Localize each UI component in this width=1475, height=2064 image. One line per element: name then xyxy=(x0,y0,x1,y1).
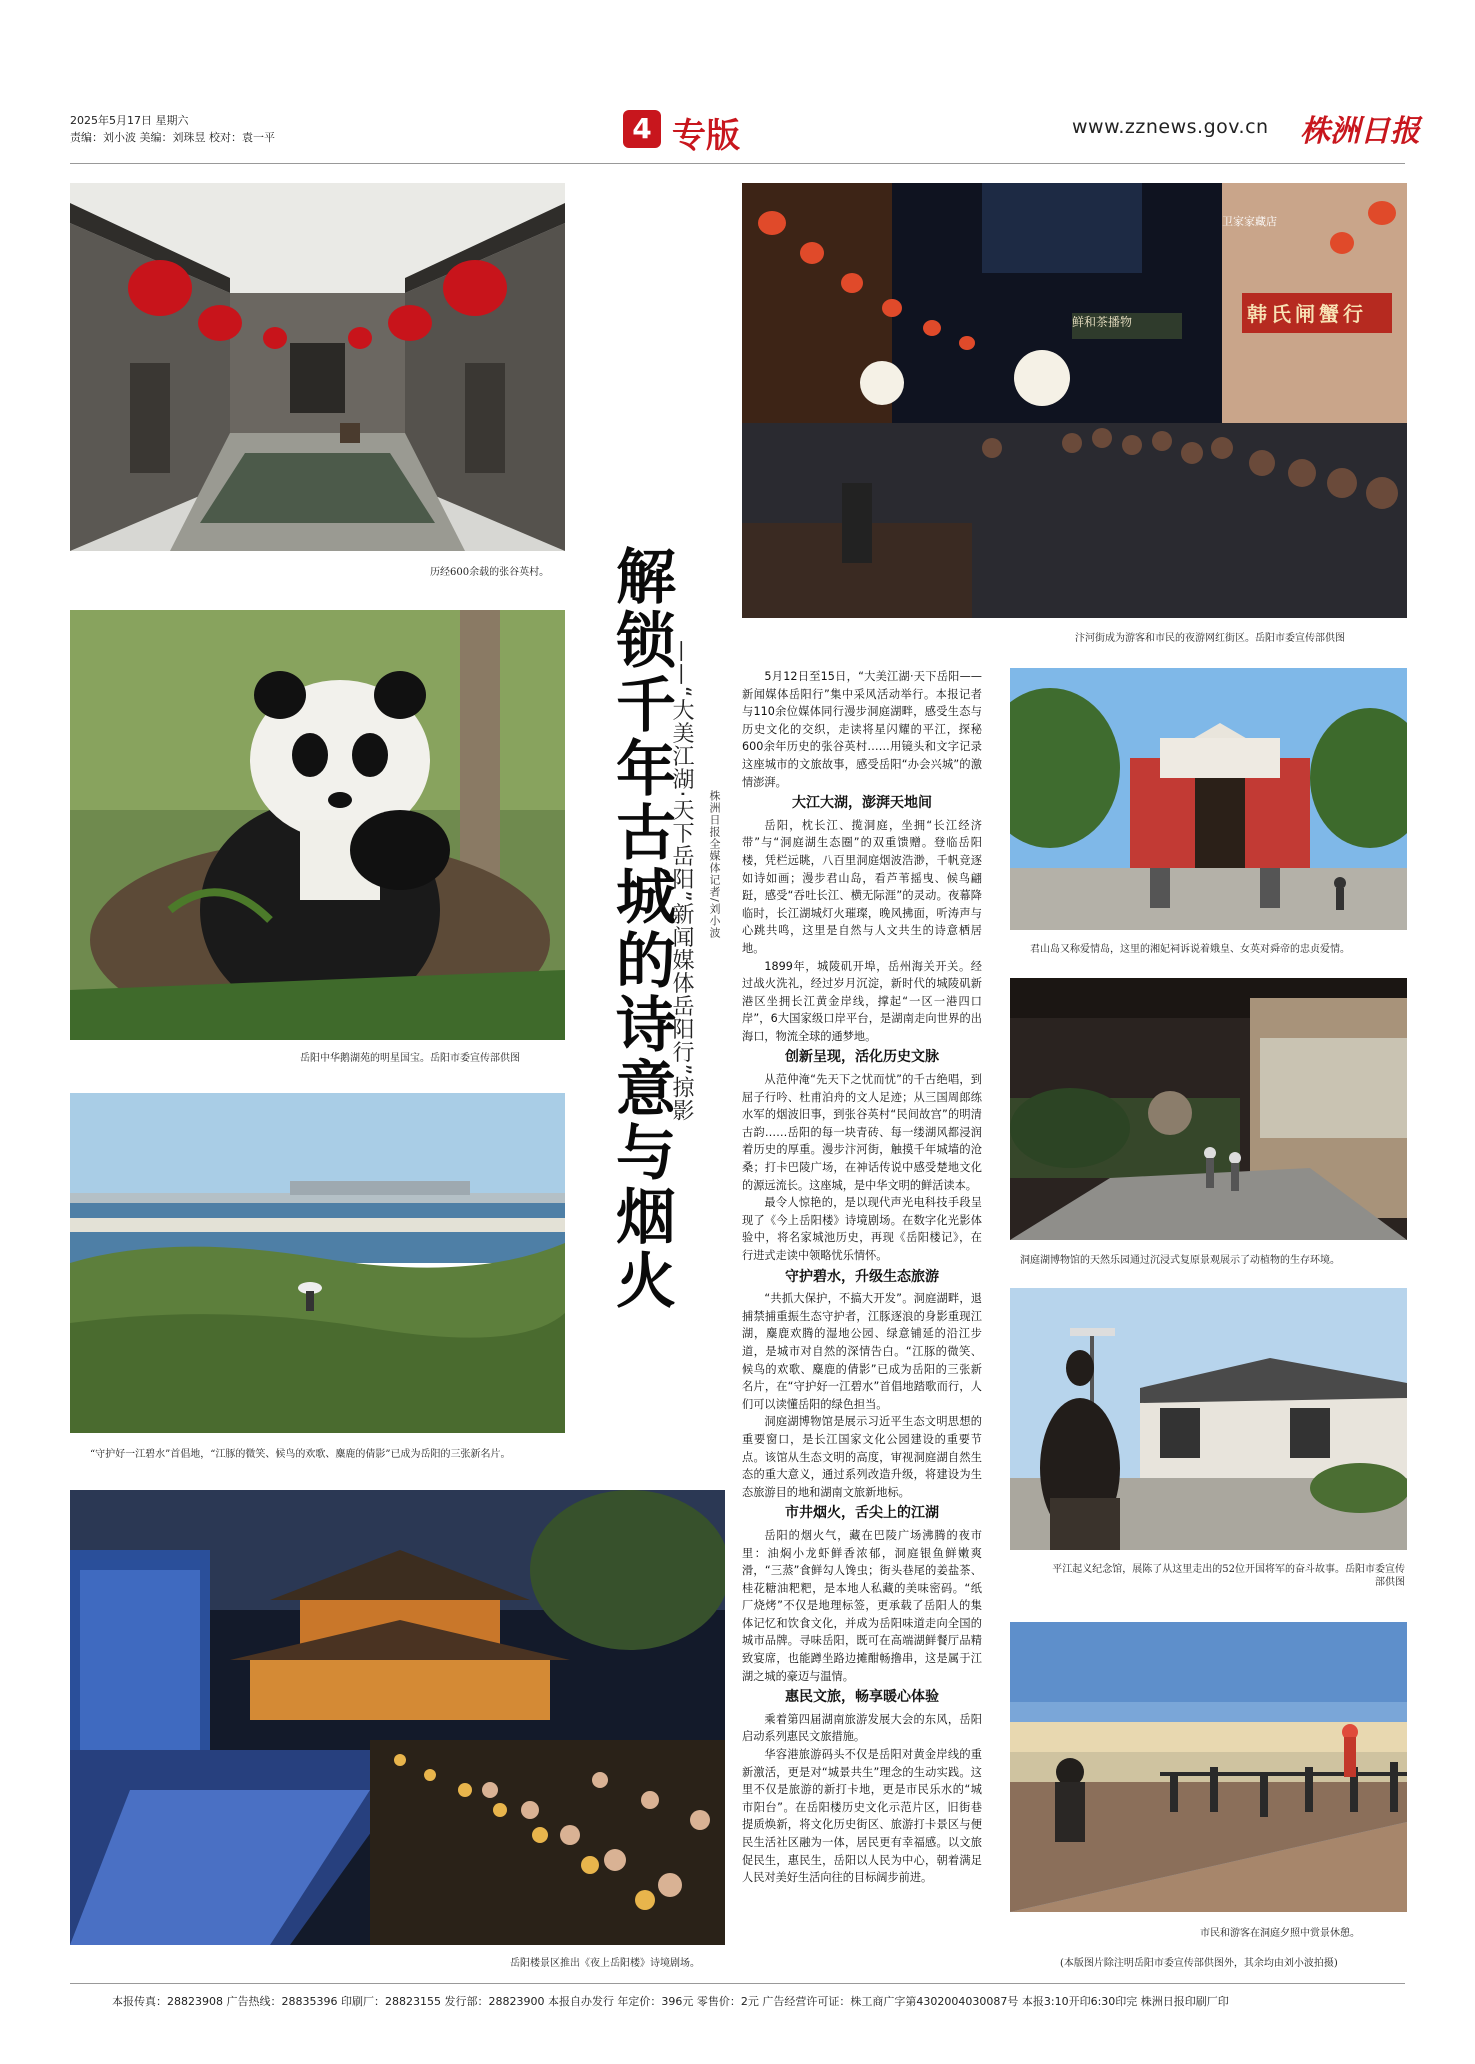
photo-giant-panda xyxy=(70,610,565,1040)
caption-museum: 洞庭湖博物馆的天然乐园通过沉浸式复原景观展示了动植物的生存环境。 xyxy=(1020,1255,1340,1266)
caption-temple: 君山岛又称爱情岛，这里的湘妃祠诉说着娥皇、女英对舜帝的忠贞爱情。 xyxy=(1030,944,1350,955)
shop-sign-crab: 韩氏闸蟹行 xyxy=(1247,302,1367,326)
photo-dongting-museum xyxy=(1010,978,1407,1240)
section-5-para-1: 乘着第四届湖南旅游发展大会的东风，岳阳启动系列惠民文旅措施。 xyxy=(742,1712,982,1744)
section-2-para-2: 最令人惊艳的，是以现代声光电科技手段呈现了《今上岳阳楼》诗境剧场。在数字化光影体验中，将名家城池历史，再现《岳阳楼记》，在行进式走读中领略忧乐情怀。 xyxy=(742,1196,982,1262)
section-title-4: 市井烟火，舌尖上的江湖 xyxy=(785,1505,939,1522)
photo-credit-note: (本版图片除注明岳阳市委宣传部供图外，其余均由刘小波拍摄) xyxy=(1060,1958,1338,1969)
section-1-para-1: 岳阳，枕长江、揽洞庭，坐拥“长江经济带”与“洞庭湖生态圈”的双重馈赠。登临岳阳楼，凭栏远眺，八百里洞庭烟波浩渺，千帆竞逐如诗如画；漫步君山岛，看芦苇摇曳、候鸟翩跹，感受“吞吐长江、横无际涯”的灵动。夜幕降临时，长江湖城灯火璀璨，晚风拂面，听涛声与心跳共鸣，这里是自然与人文共生的诗意栖居地。 xyxy=(742,818,982,955)
caption-night-street: 汴河街成为游客和市民的夜游网红街区。岳阳市委宣传部供图 xyxy=(1075,633,1345,644)
byline: 株洲日报全媒体记者/刘小波 xyxy=(708,790,721,939)
photo-bianhe-night-street xyxy=(742,183,1407,618)
photo-yueyang-tower-theater xyxy=(70,1490,725,1945)
caption-sunset: 市民和游客在洞庭夕照中赏景休憩。 xyxy=(1200,1928,1360,1939)
section-2-para-1: 从范仲淹“先天下之忧而忧”的千古绝唱，到屈子行吟、杜甫泊舟的文人足迹；从三国周郎练水军的烟波旧事，到张谷英村“民间故宫”的明清古韵……岳阳的每一块青砖、每一缕湖风都浸润着历史的厚重。漫步汴河街，触摸千年城墙的沧桑；打卡巴陵广场，在神话传说中感受楚地文化的源远流长。这座城，是中华文明的鲜活读本。 xyxy=(742,1073,982,1192)
section-3-para-1: “共抓大保护，不搞大开发”。洞庭湖畔，退捕禁捕重振生态守护者，江豚逐浪的身影重现江湖，麋鹿欢腾的湿地公园、绿意铺延的沿江步道，是城市对自然的深情告白。“江豚的微笑、候鸟的欢歌、麋鹿的倩影”已成为岳阳的三张新名片，在“守护好一江碧水”首倡地踏歌而行，人们可以读懂岳阳的绿色担当。 xyxy=(742,1292,982,1411)
footer-divider xyxy=(70,1983,1405,1984)
footer-info: 本报传真：28823908 广告热线：28835396 印刷厂：28823155 发行部：28823900 本报自办发行 年定价：396元 零售价：2元 广告经营许可证：株工商广字第4302004030087号 本报3:10开印6:30印完 株洲日报印刷厂印 xyxy=(112,1995,1229,2008)
section-3-para-2: 洞庭湖博物馆是展示习近平生态文明思想的重要窗口，是长江国家文化公园建设的重要节点。该馆从生态文明的高度，审视洞庭湖自然生态的重大意义，通过系列改造升级，将建设为生态旅游目的地和湖南文旅新地标。 xyxy=(742,1415,982,1499)
section-1-para-2: 1899年，城陵矶开埠，岳州海关开关。经过战火洗礼，经过岁月沉淀，新时代的城陵矶新港区坐拥长江黄金岸线，撑起“一区一港四口岸”，6大国家级口岸平台，是湖南走向世界的出海口，物流全球的通梦地。 xyxy=(742,959,982,1043)
headline-subtitle: ——“大美江湖·天下岳阳”新闻媒体岳阳行”掠影 xyxy=(669,640,694,1123)
photo-pingjiang-uprising-memorial xyxy=(1010,1288,1407,1550)
page-number-badge xyxy=(623,110,661,148)
section-title-3: 守护碧水，升级生态旅游 xyxy=(785,1268,939,1285)
masthead-logo: 株洲日报 xyxy=(1300,114,1420,149)
caption-courtyard: 历经600余载的张谷英村。 xyxy=(430,567,550,578)
section-title-5: 惠民文旅，畅享暖心体验 xyxy=(785,1689,939,1706)
photo-zhangguying-courtyard xyxy=(70,183,565,551)
photo-junshan-xiangfei-temple xyxy=(1010,668,1407,930)
photo-river-wetland xyxy=(70,1093,565,1433)
website-url[interactable]: www.zznews.gov.cn xyxy=(1072,116,1269,138)
caption-theater: 岳阳楼景区推出《夜上岳阳楼》诗境剧场。 xyxy=(510,1958,700,1969)
article-body xyxy=(742,668,982,1887)
shop-sign-tea: 鲜和茶播物 xyxy=(1072,315,1133,329)
photo-dongting-sunset-promenade xyxy=(1010,1622,1407,1912)
issue-date: 2025年5月17日 星期六 xyxy=(70,114,189,127)
caption-panda: 岳阳中华鹅湖苑的明星国宝。岳阳市委宣传部供图 xyxy=(300,1053,520,1064)
page-number: 4 xyxy=(632,112,652,145)
caption-memorial: 平江起义纪念馆，展陈了从这里走出的52位开国将军的奋斗故事。岳阳市委宣传部供图 xyxy=(1052,1564,1405,1588)
article-intro: 5月12日至15日，“大美江湖·天下岳阳——新闻媒体岳阳行”集中采风活动举行。本报记者与110余位媒体同行漫步洞庭湖畔，感受生态与历史文化的交织，走读将星闪耀的平江，探秘600余年历史的张谷英村……用镜头和文字记录这座城市的文旅故事，感受岳阳“办会兴城”的激情澎湃。 xyxy=(742,670,982,789)
header-divider xyxy=(70,163,1405,164)
section-title-1: 大江大湖，澎湃天地间 xyxy=(792,795,932,812)
editors-credit: 责编：刘小波 美编：刘珠昱 校对：袁一平 xyxy=(70,131,275,144)
caption-wetland: “守护好一江碧水”首倡地，“江豚的微笑、候鸟的欢歌、麋鹿的倩影”已成为岳阳的三张新名片。 xyxy=(90,1449,511,1460)
section-5-para-2: 华容港旅游码头不仅是岳阳对黄金岸线的重新激活，更是对“城景共生”理念的生动实践。这里不仅是旅游的新打卡地，更是市民乐水的“城市阳台”。在岳阳楼历史文化示范片区，旧街巷提质焕新，将文化历史街区、旅游打卡景区与便民生活社区融为一体，居民更有幸福感。以文旅促民生，惠民生，岳阳以人民为中心，朝着满足人民对美好生活向往的目标阔步前进。 xyxy=(742,1748,982,1885)
shop-sign-store: 卫家家藏店 xyxy=(1222,215,1277,228)
page-label: 专版 xyxy=(672,116,740,156)
section-title-2: 创新呈现，活化历史文脉 xyxy=(785,1049,939,1066)
headline: 解锁千年古城的诗意与烟火 xyxy=(606,545,676,1313)
section-4-para-1: 岳阳的烟火气，藏在巴陵广场沸腾的夜市里：油焖小龙虾鲜香浓郁，洞庭银鱼鲜嫩爽滑，“三蒸”食鲜勾人馋虫；街头巷尾的姜盐茶、桂花糖油粑粑，是本地人私藏的美味密码。“纸厂烧烤”不仅是地理标签，更承载了岳阳人的集体记忆和饮食文化，并成为岳阳味道走向全国的城市品牌。寻味岳阳，既可在高端湖鲜餐厅品精致宴席，也能蹲坐路边摊酣畅撸串，这是属于江湖之城的豪迈与温情。 xyxy=(742,1528,982,1683)
